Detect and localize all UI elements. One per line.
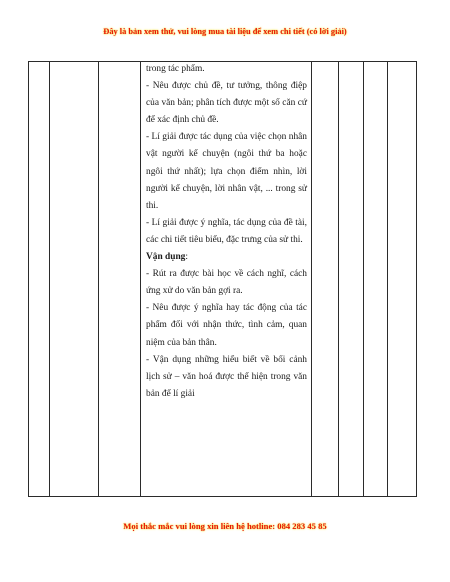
table-cell-count-1 [312,62,339,497]
content-table [28,61,417,497]
table-cell-chapter [50,62,99,497]
requirement-line: trong tác phẩm. [146,64,205,74]
table-cell-count-3 [364,62,388,497]
requirement-line: - Nêu được ý nghĩa hay tác động của tác phẩm đối với nhận thức, tình cảm, quan niệm của bản thân. [146,303,307,348]
table-cell-index [29,62,50,497]
table-cell-count-4 [388,62,417,497]
table-cell-requirements [141,62,312,497]
hotline-banner: Mọi thắc mắc vui lòng xin liên hệ hotline: 084 283 45 85 [123,521,327,531]
requirement-line: - Rút ra được bài học về cách nghĩ, cách ứng xử do văn bản gợi ra. [146,269,307,297]
table-row [29,62,417,497]
table-cell-unit [99,62,141,497]
requirement-line: - Lí giải được tác dụng của việc chọn nhân vật người kể chuyện (ngôi thứ ba hoặc ngôi thứ nhất); lựa chọn điểm nhìn, lời người kể chuyện, lời nhân vật, ... trong sử thi. [146,132,307,211]
section-heading-colon: : [185,252,188,263]
preview-banner: Đây là bản xem thử, vui lòng mua tài liệu để xem chi tiết (có lời giải) [103,27,347,36]
section-heading [146,249,307,266]
section-heading-label: Vận dụng [146,252,186,263]
requirement-line: - Lí giải được ý nghĩa, tác dụng của đề tài, các chi tiết tiêu biểu, đặc trưng của sử thi. [146,217,307,245]
requirement-line: - Nêu được chủ đề, tư tưởng, thông điệp của văn bản; phân tích được một số căn cứ để xác định chủ đề. [146,81,307,126]
requirements-text [146,61,307,403]
table-cell-count-2 [339,62,364,497]
requirement-line: - Vận dụng những hiểu biết về bối cảnh lịch sử – văn hoá được thể hiện trong văn bản để lí giải [146,354,307,399]
